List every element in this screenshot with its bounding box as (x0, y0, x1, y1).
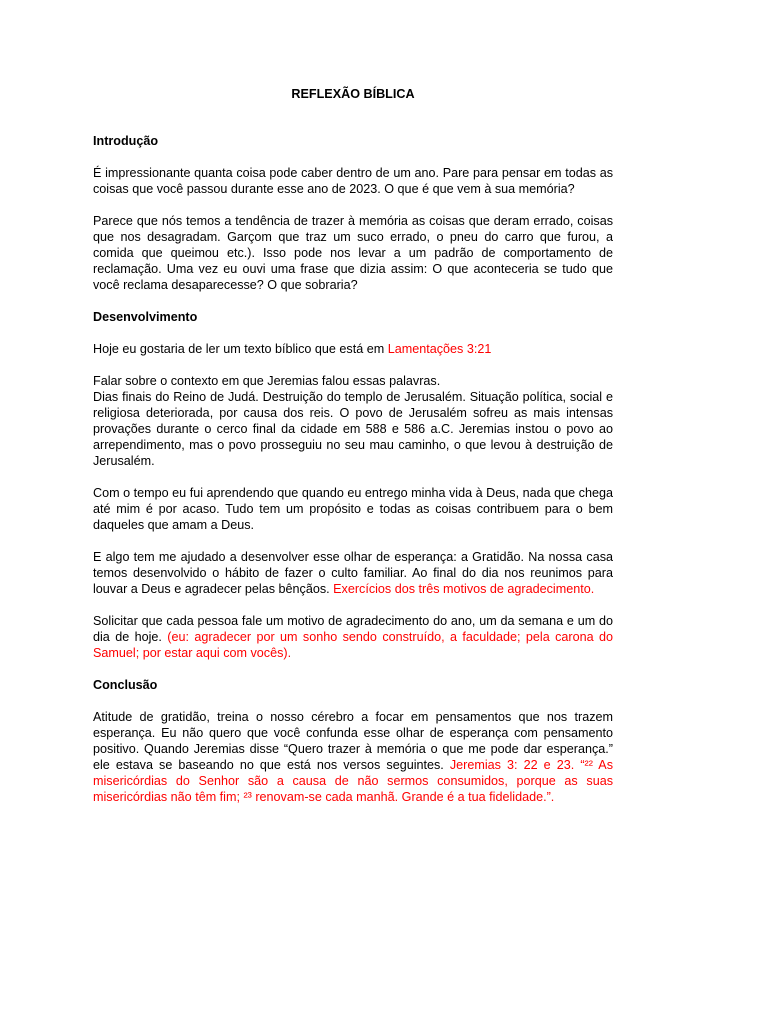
exercise-note: Exercícios dos três motivos de agradecimento. (333, 582, 595, 596)
development-p1-text: Hoje eu gostaria de ler um texto bíblico que está em (93, 342, 388, 356)
development-p2-line1: Falar sobre o contexto em que Jeremias falou essas palavras. (93, 374, 441, 388)
development-paragraph-1 (93, 341, 613, 357)
bible-reference-jeremiah: Jeremias 3: 22 e 23. “²² As misericórdias do Senhor são a causa de não sermos consumidos, porque as suas misericórdias não têm fim; ²³ renovam-se cada manhã. Grande é a tua fidelidade.”. (93, 758, 613, 804)
intro-heading: Introdução (93, 134, 159, 148)
development-p2-rest: Dias finais do Reino de Judá. Destruição do templo de Jerusalém. Situação política, social e religiosa deteriorada, por causa dos reis. O povo de Jerusalém sofreu as mais intensas provações durante o cerco final da cidade em 588 e 586 a.C. Jeremias instou o povo ao arrependimento, mas o povo prosseguiu no seu mau caminho, o que levou à destruição de Jerusalém. (93, 390, 613, 468)
intro-paragraph-2: Parece que nós temos a tendência de trazer à memória as coisas que deram errado, coisas que nos desagradam. Garçom que traz um suco errado, o pneu do carro que furou, a comida que queimou etc.). Isso pode nos levar a um padrão de comportamento de reclamação. Uma vez eu ouvi uma frase que dizia assim: O que aconteceria se tudo que você reclama desaparecesse? O que sobraria? (93, 214, 613, 292)
development-p4-text: E algo tem me ajudado a desenvolver esse olhar de esperança: a Gratidão. Na nossa casa temos desenvolvido o hábito de fazer o culto familiar. Ao final do dia nos reunimos para louvar a Deus e agradecer pelas bênçãos. (93, 550, 613, 596)
development-p5-text: Solicitar que cada pessoa fale um motivo de agradecimento do ano, um da semana e um do dia de hoje. (93, 614, 613, 644)
conclusion-heading: Conclusão (93, 678, 158, 692)
conclusion-paragraph-1 (93, 709, 613, 805)
document-title: REFLEXÃO BÍBLICA (291, 87, 415, 101)
personal-example-note: (eu: agradecer por um sonho sendo construído, a faculdade; pela carona do Samuel; por estar aqui com vocês). (93, 630, 613, 660)
conclusion-p1-text: Atitude de gratidão, treina o nosso cérebro a focar em pensamentos que nos trazem esperança. Eu não quero que você confunda esse olhar de esperança com pensamento positivo. Quando Jeremias disse “Quero trazer à memória o que me pode dar esperança.” ele estava se baseando no que está nos versos seguintes. (93, 710, 613, 772)
intro-paragraph-1: É impressionante quanta coisa pode caber dentro de um ano. Pare para pensar em todas as coisas que você passou durante esse ano de 2023. O que é que vem à sua memória? (93, 166, 613, 196)
development-paragraph-5 (93, 613, 613, 661)
document-page (93, 86, 613, 821)
bible-reference-lamentations: Lamentações 3:21 (387, 342, 492, 356)
development-paragraph-4 (93, 549, 613, 597)
development-paragraph-3: Com o tempo eu fui aprendendo que quando eu entrego minha vida à Deus, nada que chega até mim é por acaso. Tudo tem um propósito e todas as coisas contribuem para o bem daqueles que amam a Deus. (93, 486, 613, 532)
development-paragraph-2 (93, 373, 613, 469)
development-heading: Desenvolvimento (93, 310, 198, 324)
